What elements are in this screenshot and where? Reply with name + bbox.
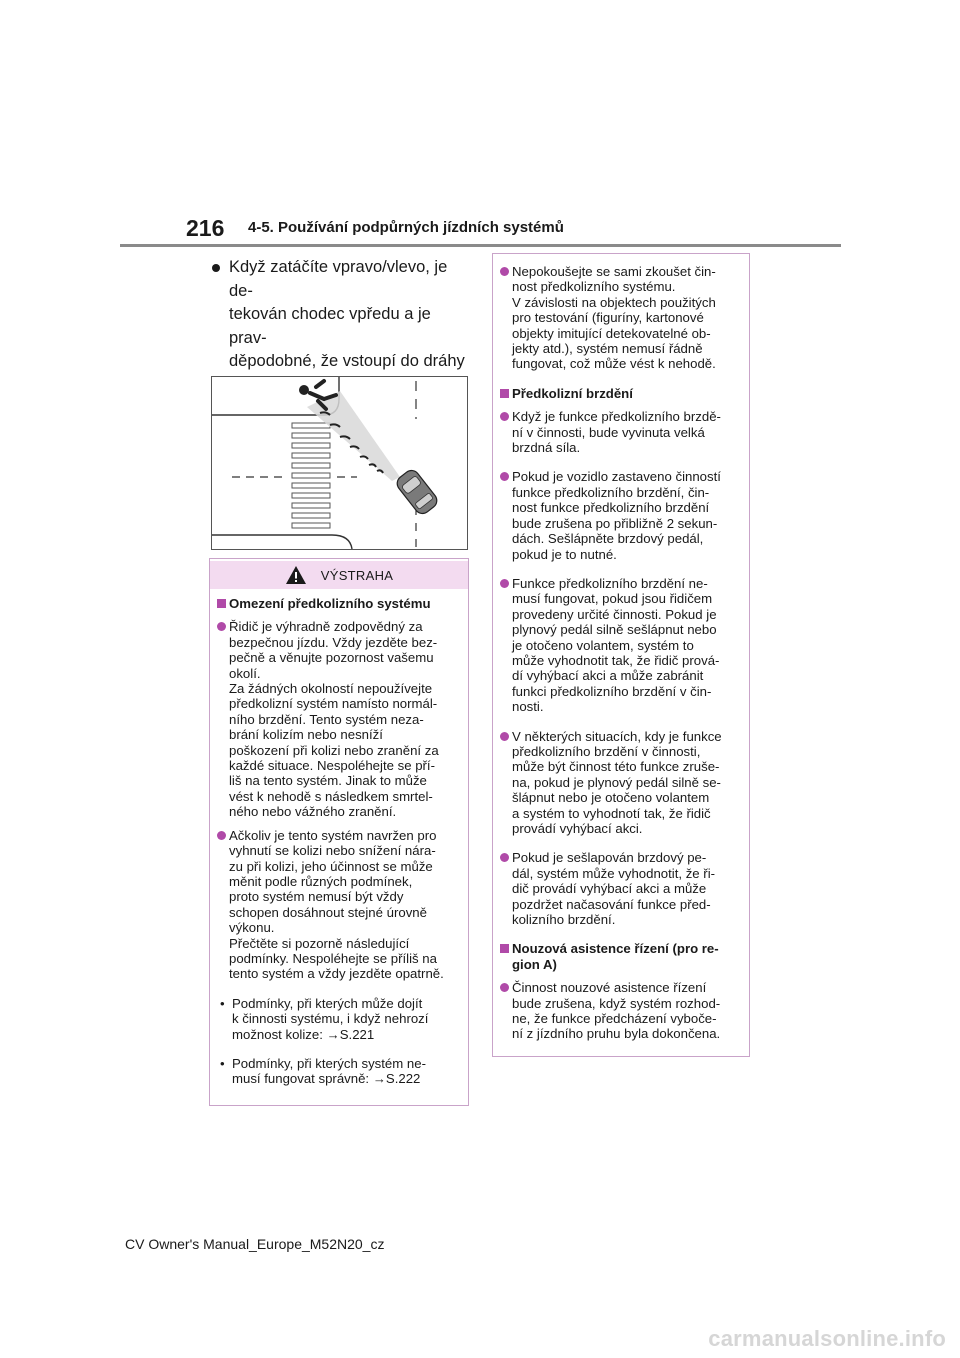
watermark: carmanualsonline.info [708, 1326, 946, 1351]
warning-item: Řidič je výhradně zodpovědný za bezpečnou jízdu. Vždy jezděte bez- pečně a věnujte pozornost vašemu okolí. Za žádných okolností nepoužívejte předkolizní systém namísto normál- ního brzdění. Tento systém neza- brání kolizím nebo nesníží poškození při kolizi nebo zranění za každé situace. Nespoléhejte se pří- liš na tento systém. Jinak to může vést k nehodě s následkem smrtel- ného nebo vážného zranění. [216, 619, 458, 819]
circle-bullet-icon [217, 622, 226, 631]
warning-box [209, 558, 469, 1106]
pedestrian-detection-figure [211, 376, 468, 550]
warning-heading: Omezení předkolizního systému [216, 596, 458, 611]
car-icon [394, 467, 440, 516]
right-warning-box [492, 253, 750, 1057]
square-bullet-icon [500, 944, 509, 953]
right-item: Funkce předkolizního brzdění ne- musí fungovat, pokud jsou řidičem provedeny určité činnosti. Pokud je plynový pedál silně sešlápnut nebo je otočeno volantem, systém to může vyhodnotit tak, že řidič prová- dí vyhýbací akci a může zabránit funkci předkolizního brzdění v čin- nosti. [499, 576, 739, 715]
intersection-illustration [212, 377, 467, 549]
section-title: 4-5. Používání podpůrných jízdních systémů [248, 219, 564, 236]
circle-bullet-icon [500, 472, 509, 481]
circle-bullet-icon [500, 983, 509, 992]
circle-bullet-icon [217, 831, 226, 840]
warning-label: VÝSTRAHA [320, 567, 394, 583]
right-item: Nepokoušejte se sami zkoušet čin- nost předkolizního systému. V závislosti na objektech použitých pro testování (figuríny, kartonové objekty imitující detekovatelné ob- jekty atd.), systém nemusí řádně fungovat, což může vést k nehodě. [499, 264, 739, 372]
right-heading: Předkolizní brzdění [499, 386, 739, 401]
crosswalk [292, 423, 330, 528]
square-bullet-icon [500, 389, 509, 398]
intro-text: Když zatáčíte vpravo/vlevo, je de- tekován chodec vpředu a je prav- děpodobné, že vstoupí do dráhy [229, 258, 465, 371]
warning-triangle-icon [285, 565, 307, 585]
circle-bullet-icon [500, 412, 509, 421]
right-item: Pokud je vozidlo zastaveno činností funkce předkolizního brzdění, čin- nost funkce předkolizního brzdění bude zrušena po přibližně 2 sekun- dách. Sešlápněte brzdový pedál, pokud je to nutné. [499, 469, 739, 561]
circle-bullet-icon [500, 853, 509, 862]
warning-item: Ačkoliv je tento systém navržen pro vyhnutí se kolizi nebo snížení nára- zu při kolizi, jeho účinnost se může měnit podle různých podmínek, proto systém nemusí být vždy schopen dosáhnout stejné úrovně výkonu. Přečtěte si pozorně následující podmínky. Nespoléhejte se příliš na tento systém a vždy jezděte opatrně. [216, 828, 458, 982]
circle-bullet-icon [500, 732, 509, 741]
page-number: 216 [186, 215, 225, 241]
bullet-dot-icon [212, 264, 220, 272]
right-item: Činnost nouzové asistence řízení bude zrušena, když systém rozhod- ne, že funkce předcházení vyboče- ní z jízdního pruhu byla dokončena. [499, 980, 739, 1042]
road-edge-bottom-left [212, 535, 352, 549]
warning-header [210, 561, 468, 589]
square-bullet-icon [217, 599, 226, 608]
right-item: Když je funkce předkolizního brzdě- ní v činnosti, bude vyvinuta velká brzdná síla. [499, 409, 739, 455]
right-item: Pokud je sešlapován brzdový pe- dál, systém může vyhodnotit, že ři- dič provádí vyhýbací akci a může pozdržet načasování funkce před- kolizního brzdění. [499, 850, 739, 927]
warning-subitem: • Podmínky, při kterých systém ne- musí fungovat správně: →S.222 [220, 1055, 426, 1087]
dot-bullet-icon: • [220, 1055, 225, 1071]
footer-manual-id: CV Owner's Manual_Europe_M52N20_cz [125, 1236, 385, 1252]
right-item: V některých situacích, kdy je funkce předkolizního brzdění v činnosti, může být činnost této funkce zruše- na, pokud je plynový pedál silně se- šlápnut nebo je otočeno volantem a systém to vyhodnotí tak, že řidič provádí vyhýbací akci. [499, 729, 739, 837]
circle-bullet-icon [500, 267, 509, 276]
dot-bullet-icon: • [220, 995, 225, 1011]
warning-subitem: • Podmínky, při kterých může dojít k činnosti systému, i když nehrozí možnost kolize: →S.221 [220, 995, 429, 1042]
header-rule [120, 244, 841, 247]
right-heading: Nouzová asistence řízení (pro re- gion A) [499, 941, 739, 972]
circle-bullet-icon [500, 579, 509, 588]
